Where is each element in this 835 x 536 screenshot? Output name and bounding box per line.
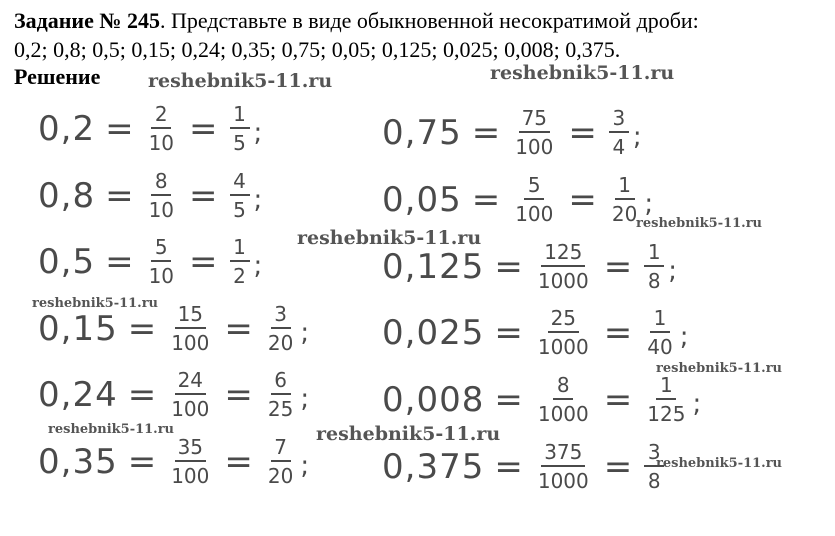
watermark: reshebnik5-11.ru xyxy=(316,423,501,445)
decimal: 0,375 xyxy=(382,446,485,487)
decimal: 0,35 xyxy=(38,441,118,482)
denominator: 20 xyxy=(267,464,294,488)
fraction xyxy=(263,303,298,354)
numerator: 1 xyxy=(644,241,664,267)
fraction xyxy=(607,107,631,158)
fraction xyxy=(642,241,666,292)
denominator: 25 xyxy=(267,397,294,421)
equals-sign: = xyxy=(127,308,157,349)
numerator: 8 xyxy=(553,374,573,400)
watermark: reshebnik5-11.ru xyxy=(636,216,763,231)
equation-left-6 xyxy=(38,436,309,487)
numerator: 3 xyxy=(644,441,664,467)
decimal: 0,75 xyxy=(382,112,462,153)
decimal: 0,15 xyxy=(38,308,118,349)
semicolon: ; xyxy=(668,256,678,286)
watermark: reshebnik5-11.ru xyxy=(656,361,783,376)
fraction xyxy=(228,170,252,221)
task-values: 0,2; 0,8; 0,5; 0,15; 0,24; 0,35; 0,75; 0,05; 0,125; 0,025; 0,008; 0,375. xyxy=(14,37,621,62)
equals-sign: = xyxy=(224,308,253,349)
equation-right-4 xyxy=(382,307,688,358)
semicolon: ; xyxy=(300,384,310,414)
semicolon: ; xyxy=(644,189,654,219)
task-label: Задание № 245 xyxy=(14,8,160,33)
numerator: 3 xyxy=(271,303,291,329)
equals-sign: = xyxy=(494,246,523,287)
numerator: 6 xyxy=(271,369,291,395)
equals-sign: = xyxy=(224,374,253,415)
watermark: reshebnik5-11.ru xyxy=(148,70,333,92)
numerator: 8 xyxy=(151,170,171,196)
denominator: 5 xyxy=(233,131,246,155)
equals-sign: = xyxy=(603,312,633,353)
numerator: 1 xyxy=(230,103,250,129)
fraction xyxy=(166,369,214,420)
denominator: 100 xyxy=(171,464,210,488)
equals-sign: = xyxy=(105,108,134,149)
solution-label: Решение xyxy=(14,64,101,89)
numerator: 1 xyxy=(615,174,635,200)
decimal: 0,2 xyxy=(38,108,96,149)
semicolon: ; xyxy=(632,122,642,152)
numerator: 1 xyxy=(650,307,670,333)
decimal: 0,24 xyxy=(38,374,118,415)
equation-right-5 xyxy=(382,374,701,425)
fraction xyxy=(510,174,558,225)
fraction xyxy=(533,307,594,358)
denominator: 1000 xyxy=(537,335,589,359)
equation-right-1 xyxy=(382,107,642,158)
equals-sign: = xyxy=(568,179,597,220)
fraction xyxy=(533,374,594,425)
denominator: 1000 xyxy=(537,469,589,493)
denominator: 20 xyxy=(267,331,294,355)
fraction xyxy=(510,107,558,158)
equals-sign: = xyxy=(471,112,501,153)
denominator: 100 xyxy=(515,202,554,226)
decimal: 0,125 xyxy=(382,246,485,287)
equals-sign: = xyxy=(603,446,633,487)
numerator: 4 xyxy=(230,170,250,196)
numerator: 125 xyxy=(541,241,585,267)
fraction xyxy=(263,369,298,420)
numerator: 5 xyxy=(151,236,171,262)
fraction xyxy=(607,174,642,225)
fraction xyxy=(263,436,298,487)
numerator: 25 xyxy=(548,307,579,333)
numerator: 375 xyxy=(541,441,585,467)
watermark: reshebnik5-11.ru xyxy=(656,456,783,471)
fraction xyxy=(533,241,594,292)
semicolon: ; xyxy=(679,322,689,352)
denominator: 5 xyxy=(233,198,246,222)
fraction xyxy=(533,441,594,492)
equals-sign: = xyxy=(494,379,523,420)
watermark: reshebnik5-11.ru xyxy=(32,296,159,311)
equals-sign: = xyxy=(105,241,134,282)
numerator: 1 xyxy=(230,236,250,262)
denominator: 20 xyxy=(611,202,638,226)
semicolon: ; xyxy=(253,118,263,148)
denominator: 8 xyxy=(647,269,661,293)
equals-sign: = xyxy=(603,246,633,287)
semicolon: ; xyxy=(692,389,702,419)
numerator: 24 xyxy=(175,369,206,395)
fraction xyxy=(144,236,179,287)
denominator: 100 xyxy=(171,331,210,355)
denominator: 4 xyxy=(612,135,626,159)
equals-sign: = xyxy=(127,441,157,482)
equation-left-2 xyxy=(38,170,262,221)
denominator: 125 xyxy=(647,402,686,426)
watermark: reshebnik5-11.ru xyxy=(48,422,175,437)
fraction xyxy=(144,170,179,221)
equation-left-5 xyxy=(38,369,309,420)
watermark: reshebnik5-11.ru xyxy=(297,227,482,249)
equals-sign: = xyxy=(471,179,501,220)
equals-sign: = xyxy=(105,175,134,216)
semicolon: ; xyxy=(253,185,263,215)
decimal: 0,05 xyxy=(382,179,462,220)
numerator: 5 xyxy=(524,174,544,200)
equation-right-6 xyxy=(382,441,668,492)
equals-sign: = xyxy=(568,112,597,153)
numerator: 1 xyxy=(656,374,676,400)
fraction xyxy=(228,236,252,287)
denominator: 2 xyxy=(233,264,246,288)
task-text: . Представьте в виде обыкновенной несократимой дроби: xyxy=(159,8,699,33)
equation-left-3 xyxy=(38,236,262,287)
denominator: 8 xyxy=(647,469,661,493)
equals-sign: = xyxy=(494,312,523,353)
denominator: 40 xyxy=(647,335,673,359)
denominator: 1000 xyxy=(537,402,589,426)
equals-sign: = xyxy=(603,379,633,420)
denominator: 10 xyxy=(148,198,175,222)
semicolon: ; xyxy=(300,318,310,348)
numerator: 15 xyxy=(175,303,206,329)
equation-left-4 xyxy=(38,303,309,354)
fraction xyxy=(642,441,666,492)
fraction xyxy=(642,374,690,425)
decimal: 0,008 xyxy=(382,379,485,420)
watermark: reshebnik5-11.ru xyxy=(490,62,675,84)
denominator: 10 xyxy=(148,131,175,155)
decimal: 0,025 xyxy=(382,312,485,353)
semicolon: ; xyxy=(300,451,310,481)
fraction xyxy=(642,307,677,358)
denominator: 10 xyxy=(148,264,175,288)
fraction xyxy=(228,103,252,154)
fraction xyxy=(166,303,214,354)
decimal: 0,5 xyxy=(38,241,96,282)
equals-sign: = xyxy=(189,108,218,149)
equals-sign: = xyxy=(189,241,218,282)
equals-sign: = xyxy=(189,175,218,216)
decimal: 0,8 xyxy=(38,175,96,216)
numerator: 2 xyxy=(151,103,171,129)
fraction xyxy=(166,436,214,487)
numerator: 7 xyxy=(271,436,291,462)
denominator: 1000 xyxy=(537,269,589,293)
equation-left-1 xyxy=(38,103,262,154)
equals-sign: = xyxy=(224,441,253,482)
equals-sign: = xyxy=(127,374,157,415)
denominator: 100 xyxy=(171,397,210,421)
denominator: 100 xyxy=(515,135,554,159)
numerator: 3 xyxy=(609,107,629,133)
equals-sign: = xyxy=(494,446,523,487)
numerator: 75 xyxy=(519,107,550,133)
equation-right-2 xyxy=(382,174,653,225)
task-statement xyxy=(14,6,829,64)
fraction xyxy=(144,103,179,154)
equation-right-3 xyxy=(382,241,677,292)
semicolon: ; xyxy=(253,251,263,281)
numerator: 35 xyxy=(175,436,206,462)
